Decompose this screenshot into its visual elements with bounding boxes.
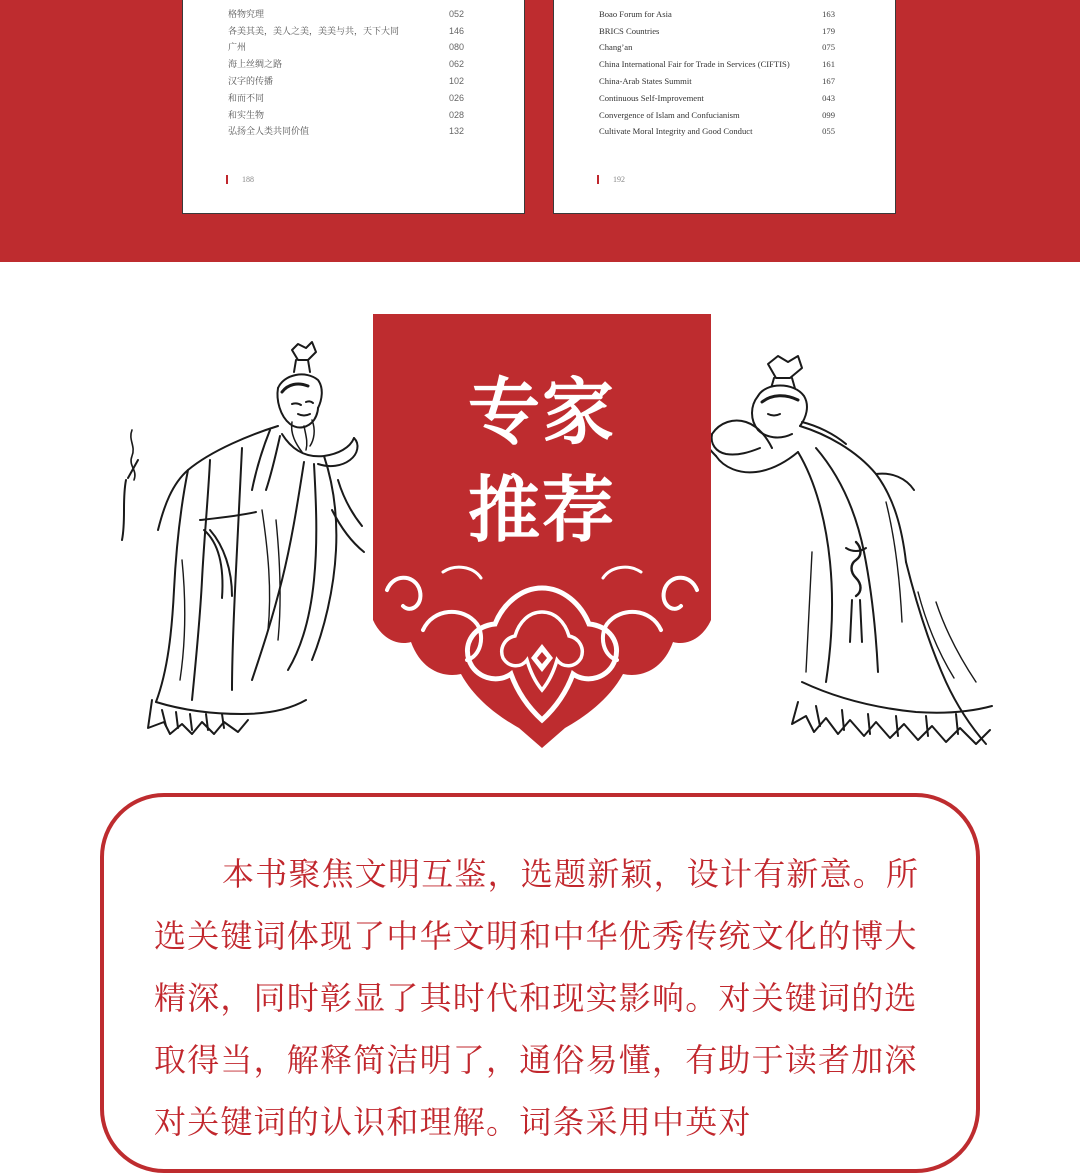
index-page-chinese (182, 0, 525, 214)
index-page-number: 028 (448, 109, 464, 120)
index-entry (599, 55, 835, 72)
index-term: Convergence of Islam and Confucianism (599, 109, 740, 120)
index-term: 各美其美，美人之美，美美与共，天下大同 (228, 27, 400, 37)
top-red-band (0, 0, 1080, 262)
index-page-number: 146 (448, 25, 464, 36)
index-entry (599, 106, 835, 123)
index-term: China International Fair for Trade in Services (CIFTIS) (599, 58, 790, 69)
index-page-english (553, 0, 896, 214)
bowing-scholar-illustration (92, 330, 372, 750)
page-folio (226, 172, 254, 186)
index-entry (228, 106, 464, 123)
index-term: 汉字的传播 (228, 77, 274, 87)
index-entry (228, 72, 464, 89)
index-term: Cultivate Moral Integrity and Good Conduct (599, 125, 753, 136)
index-entry (599, 38, 835, 55)
index-entry (599, 5, 835, 22)
section-heading-line-2: 推荐 (467, 467, 616, 552)
index-term: Continuous Self-Improvement (599, 92, 704, 103)
index-page-number: 163 (822, 8, 835, 19)
review-paragraph: 本书聚焦文明互鉴，选题新颖，设计有新意。所选关键词体现了中华文明和中华优秀传统文化的博大精深，同时彰显了其时代和现实影响。对关键词的选取得当，解释简洁明了，通俗易懂，有助于读者加深对关键词的认识和理解。词条采用中英对 (154, 855, 920, 1141)
index-term: 广州 (228, 43, 247, 53)
index-entry (228, 38, 464, 55)
folio-mark (226, 175, 228, 184)
index-entry (599, 122, 835, 139)
page-folio (597, 172, 625, 186)
index-entry (228, 89, 464, 106)
folio-number: 192 (613, 174, 625, 184)
index-page-number: 161 (822, 58, 835, 69)
cut-off-row (599, 0, 835, 2)
index-page-number: 167 (822, 75, 835, 86)
index-entry (599, 72, 835, 89)
index-entry (228, 55, 464, 72)
index-page-number: 099 (822, 109, 835, 120)
index-page-number: 102 (448, 75, 464, 86)
cut-off-row (228, 0, 464, 2)
index-term: 和而不同 (228, 94, 265, 104)
index-term: 和实生物 (228, 111, 265, 121)
bowing-official-illustration (706, 352, 1000, 782)
index-entry (599, 22, 835, 39)
index-entry (599, 89, 835, 106)
index-term: 格物究理 (228, 10, 265, 20)
index-page-number: 052 (448, 8, 464, 19)
index-page-number: 179 (822, 25, 835, 36)
index-term: BRICS Countries (599, 25, 660, 36)
folio-mark (597, 175, 599, 184)
index-entry (228, 122, 464, 139)
index-page-number: 062 (448, 58, 464, 69)
index-entry (228, 5, 464, 22)
expert-review-card (100, 793, 980, 1173)
cloud-scroll-ornament (373, 560, 711, 752)
index-entry (228, 22, 464, 39)
index-page-number: 132 (448, 125, 464, 136)
folio-number: 188 (242, 174, 254, 184)
index-page-number: 075 (822, 41, 835, 52)
index-page-number: 026 (448, 92, 464, 103)
index-term: Boao Forum for Asia (599, 8, 672, 19)
index-term: 弘扬全人类共同价值 (228, 127, 310, 137)
index-page-number: 043 (822, 92, 835, 103)
index-page-number: 080 (448, 41, 464, 52)
index-page-number: 055 (822, 125, 835, 136)
index-term: China-Arab States Summit (599, 75, 692, 86)
index-term: 海上丝绸之路 (228, 60, 283, 70)
section-heading-line-1: 专家 (467, 369, 616, 454)
index-term: Chang’an (599, 41, 633, 52)
